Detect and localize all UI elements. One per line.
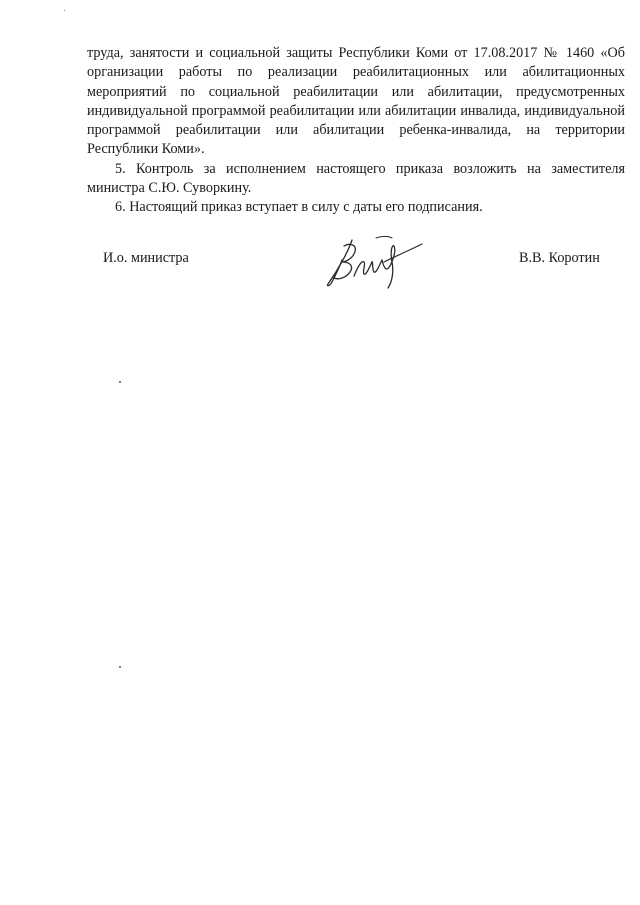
paragraph-continuation: труда, занятости и социальной защиты Республики Коми от 17.08.2017 № 1460 «Об организации работы по реализации реабилитационных или абилитационных мероприятий по социальной реабилитации или абилитации, предусмотренных индивидуальной программой реабилитации или абилитации инвалида, индивидуальной программой реабилитации или абилитации ребенка-инвалида, на территории Республики Коми».: [87, 45, 625, 158]
paragraph-item-6: 6. Настоящий приказ вступает в силу с даты его подписания.: [115, 199, 483, 216]
scan-speck: [119, 666, 121, 668]
document-body: [87, 44, 625, 218]
scan-speck: [119, 381, 121, 383]
signatory-role: И.о. министра: [103, 250, 189, 266]
paragraph-item-5: 5. Контроль за исполнением настоящего приказа возложить на заместителя министра С.Ю. Суворкину.: [87, 160, 625, 197]
signatory-name: В.В. Коротин: [519, 250, 600, 266]
scan-speck: [64, 10, 65, 11]
handwritten-signature-icon: [318, 232, 428, 292]
